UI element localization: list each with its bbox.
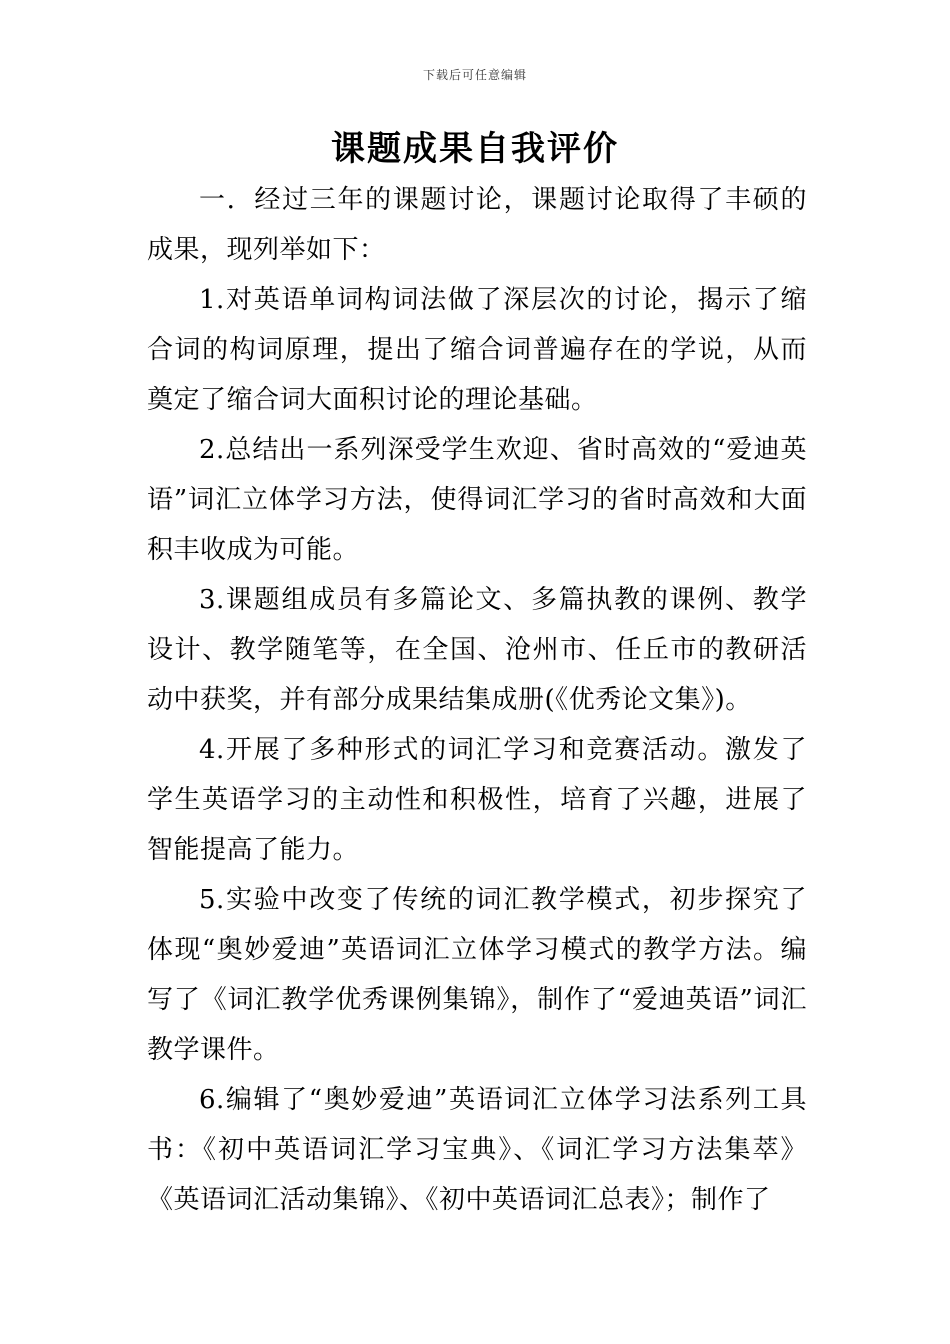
document-body [147,175,807,1225]
paragraph-item-1: 1.对英语单词构词法做了深层次的讨论，揭示了缩合词的构词原理，提出了缩合词普遍存在的学说，从而奠定了缩合词大面积讨论的理论基础。 [147,285,807,415]
paragraph-item-2: 2.总结出一系列深受学生欢迎、省时高效的“爱迪英语”词汇立体学习方法，使得词汇学习的省时高效和大面积丰收成为可能。 [147,435,807,565]
paragraph-item-3: 3.课题组成员有多篇论文、多篇执教的课例、教学设计、教学随笔等，在全国、沧州市、任丘市的教研活动中获奖，并有部分成果结集成册(《优秀论文集》)。 [147,585,807,715]
document-title: 课题成果自我评价 [331,129,619,169]
paragraph-intro: 一．经过三年的课题讨论，课题讨论取得了丰硕的成果，现列举如下： [147,185,807,265]
header-note: 下载后可任意编辑 [422,68,527,82]
paragraph-item-5: 5.实验中改变了传统的词汇教学模式，初步探究了体现“奥妙爱迪”英语词汇立体学习模式的教学方法。编写了《词汇教学优秀课例集锦》，制作了“爱迪英语”词汇教学课件。 [147,885,807,1065]
paragraph-item-4: 4.开展了多种形式的词汇学习和竞赛活动。激发了学生英语学习的主动性和积极性，培育了兴趣，进展了智能提高了能力。 [147,735,807,865]
paragraph-item-6: 6.编辑了“奥妙爱迪”英语词汇立体学习法系列工具书：《初中英语词汇学习宝典》、《词汇学习方法集萃》《英语词汇活动集锦》、《初中英语词汇总表》；制作了 [147,1085,807,1215]
